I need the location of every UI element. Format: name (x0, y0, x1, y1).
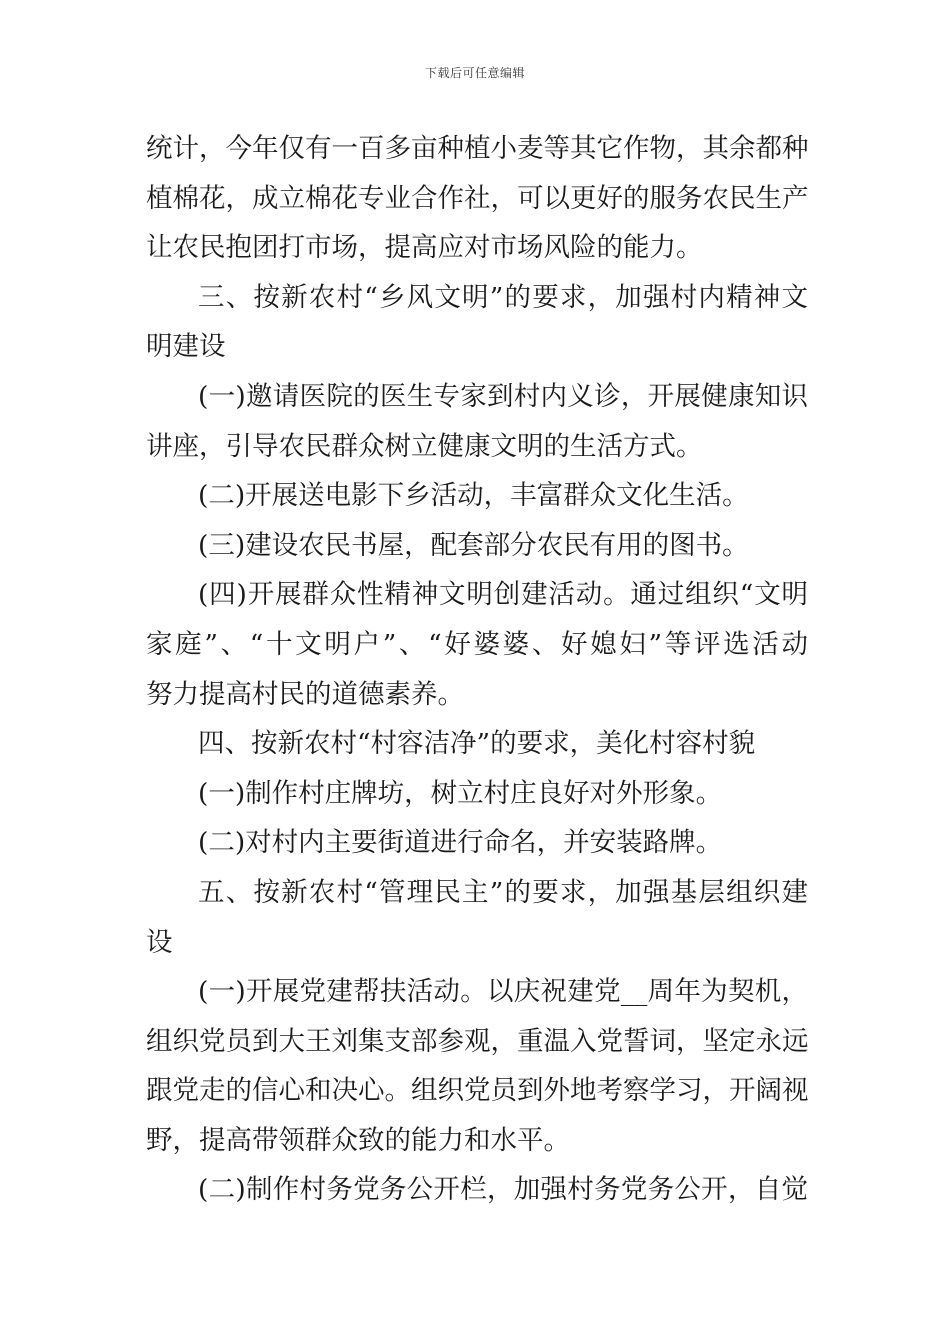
text-line: 讲座，引导农民群众树立健康文明的生活方式。 (146, 430, 703, 462)
text-line: (二)制作村务党务公开栏，加强村务党务公开，自觉 (198, 1174, 808, 1206)
text-line: (一)制作村庄牌坊，树立村庄良好对外形象。 (198, 777, 723, 809)
text-line: 跟党走的信心和决心。组织党员到外地考察学习，开阔视 (146, 1075, 808, 1107)
text-line: (四)开展群众性精神文明创建活动。通过组织“文明 (198, 579, 808, 611)
section-heading: 五、按新农村“管理民主”的要求，加强基层组织建 (198, 876, 808, 908)
section-heading-cont: 明建设 (146, 331, 226, 363)
text-line: (三)建设农民书屋，配套部分农民有用的图书。 (198, 529, 749, 561)
page-header: 下载后可任意编辑 (424, 66, 525, 80)
text-line: 野，提高带领群众致的能力和水平。 (146, 1124, 570, 1156)
text-line: 努力提高村民的道德素养。 (146, 678, 464, 710)
text-line: (二)对村内主要街道进行命名，并安装路牌。 (198, 827, 723, 859)
text-line: 家庭”、“十文明户”、“好婆婆、好媳妇”等评选活动 (146, 628, 808, 660)
text-line: (二)开展送电影下乡活动，丰富群众文化生活。 (198, 480, 749, 512)
section-heading: 四、按新农村“村容洁净”的要求，美化村容村貌 (198, 728, 756, 760)
text-line: 统计，今年仅有一百多亩种植小麦等其它作物，其余都种 (146, 133, 808, 164)
text-line: (一)开展党建帮扶活动。以庆祝建党__周年为契机， (198, 976, 808, 1008)
text-line: 组织党员到大王刘集支部参观，重温入党誓词，坚定永远 (146, 1025, 808, 1057)
text-line: 植棉花，成立棉花专业合作社，可以更好的服务农民生产 (146, 182, 808, 214)
document-body (146, 124, 808, 1215)
section-heading: 三、按新农村“乡风文明”的要求，加强村内精神文 (198, 281, 808, 313)
text-line: (一)邀请医院的医生专家到村内义诊，开展健康知识 (198, 380, 808, 412)
text-line: 让农民抱团打市场，提高应对市场风险的能力。 (146, 232, 703, 264)
section-heading-cont: 设 (146, 926, 173, 958)
